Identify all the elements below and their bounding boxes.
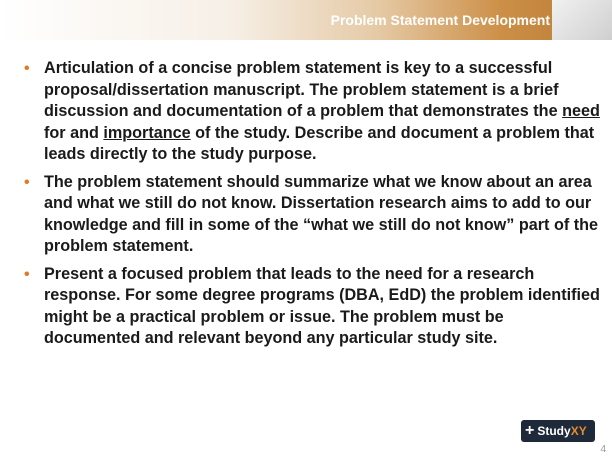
bullet-icon: •	[24, 265, 30, 283]
bullet-icon: •	[24, 173, 30, 191]
bullet-text-1c: of the study. Describe and document a problem that leads directly to the study purpose.	[44, 123, 595, 163]
slide-header-bar	[0, 0, 612, 40]
page-number: 4	[600, 444, 606, 455]
plus-icon: +	[525, 422, 535, 439]
logo-text-xy: XY	[570, 424, 587, 438]
bullet-text-2: The problem statement should summarize what we know about an area and what we still do not know. Dissertation research aims to add to our knowledge and fill in some of the “what we still do not know” part of the problem statement.	[44, 172, 598, 255]
studyxy-logo	[521, 420, 595, 442]
bullet-item-2	[24, 172, 604, 258]
bullet-item-1	[24, 58, 604, 166]
bullet-text-1b: for and	[44, 123, 104, 142]
header-corner-decoration	[552, 0, 612, 40]
logo-text-study: Study	[537, 424, 571, 438]
bullet-item-3	[24, 264, 604, 350]
bullet-text-need: need	[562, 102, 600, 120]
bullet-list	[24, 58, 604, 356]
bullet-text-3: Present a focused problem that leads to the need for a research response. For some degree programs (DBA, EdD) the problem identified might be a practical problem or issue. The problem must be documented and relevant beyond any particular study site.	[44, 264, 600, 347]
bullet-text-importance: importance	[103, 123, 191, 142]
bullet-icon: •	[24, 60, 30, 77]
slide-title: Problem Statement Development	[330, 12, 550, 28]
bullet-text-1a: Articulation of a concise problem statement is key to a successful proposal/dissertation manuscript. The problem statement is a brief discussion and documentation of a problem that demonstrates the	[44, 59, 563, 120]
